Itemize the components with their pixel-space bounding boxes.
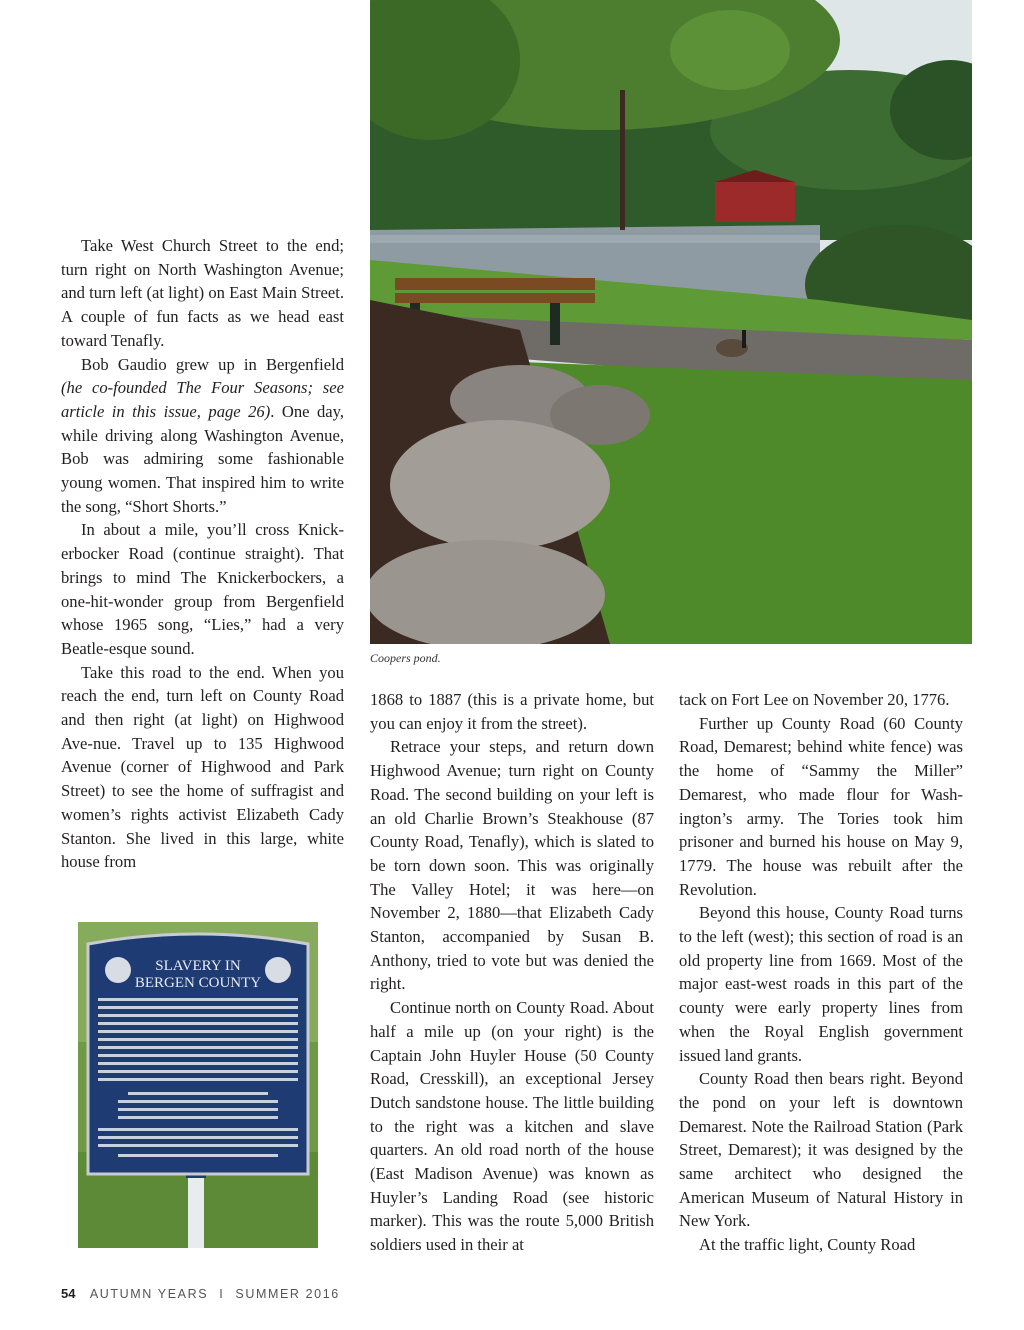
marker-title-1: SLAVERY IN: [155, 958, 241, 974]
pond-photo: [370, 0, 972, 644]
paragraph: Take this road to the end. When you reach the end, turn left on County Road and then right (at light) on Highwood Ave-nue. Travel up to 135 Highwood Avenue (corner of Highwood and Park Street) to see the home of suffragist and women’s rights activist Elizabeth Cady Stanton. She lived in this large, white house from: [61, 662, 344, 872]
paragraph: In about a mile, you’ll cross Knickerbocker Road (continue straight). That brings to mind The Knickerbockers, a one-hit-wonder group from Bergenfield whose 1965 song, “Lies,” had a very Beatle-esque sound.: [61, 520, 344, 658]
page-number: 54: [61, 1286, 76, 1301]
left-column: [61, 234, 344, 874]
paragraph: 1868 to 1887 (this is a private home, but you can enjoy it from the street).: [370, 690, 654, 733]
paragraph: Bob Gaudio grew up in Bergenfield (he co-founded The Four Seasons; see article in this issue, page 26). One day, while driving along Washington Avenue, Bob was admiring some fashionable young women. That inspired him to write the song, “Short Shorts.”: [61, 354, 345, 516]
paragraph: Retrace your steps, and return down Highwood Avenue; turn right on County Road. The second building on your left is an old Charlie Brown’s Steakhouse (87 County Road, Tenafly), which is slated to be torn down soon. This was originally The Valley Hotel; it was here—on November 2, 1880—that Elizabeth Cady Stanton, accompanied by Susan B. Anthony, tried to vote but was denied the right.: [370, 737, 654, 994]
photo-caption: Coopers pond.: [370, 651, 441, 665]
paragraph: tack on Fort Lee on November 20, 1776.: [679, 690, 950, 709]
footer-separator: I: [219, 1287, 225, 1301]
paragraph: Take West Church Street to the end; turn right on North Washington Avenue; and turn left (at light) on East Main Street. A couple of fun facts as we head east toward Tenafly.: [61, 236, 344, 350]
publication-name: AUTUMN YEARS: [89, 1287, 209, 1301]
middle-column: [370, 688, 654, 1257]
right-column: [679, 688, 963, 1257]
paragraph: County Road then bears right. Beyond the pond on your left is downtown Demarest. Note the Railroad Station (Park Street, Demarest); it was designed by the same architect who designed the American Museum of Natural History in New York.: [679, 1069, 963, 1231]
page-footer: [61, 1286, 340, 1301]
historic-marker-photo: [78, 922, 318, 1248]
issue-date: SUMMER 2016: [235, 1287, 340, 1301]
paragraph: Further up County Road (60 County Road, Demarest; behind white fence) was the home of “Sammy the Miller” Demarest, who made flour for Washington’s army. The Tories took him prisoner and burned his house on May 9, 1779. The house was rebuilt after the Revolution.: [679, 713, 963, 899]
marker-title-2: BERGEN COUNTY: [134, 975, 262, 991]
paragraph: Continue north on County Road. About half a mile up (on your right) is the Captain John Huyler House (50 County Road, Cresskill), an exceptional Jersey Dutch sandstone house. The little building to the right was a kitchen and slave quarters. An old road north of the house (East Madison Avenue) was known as Huyler’s Landing Road (see historic marker). This was the route 5,000 British soldiers used in their at: [370, 998, 654, 1255]
paragraph: At the traffic light, County Road: [699, 1235, 916, 1255]
paragraph: Beyond this house, County Road turns to the left (west); this section of road is an old property line from 1669. Most of the major east-west roads in this part of the county were early property lines from when the Royal English government issued land grants.: [679, 903, 963, 1065]
italic-aside: (he co-founded The Four Seasons; see article in this issue, page 26): [61, 378, 344, 421]
